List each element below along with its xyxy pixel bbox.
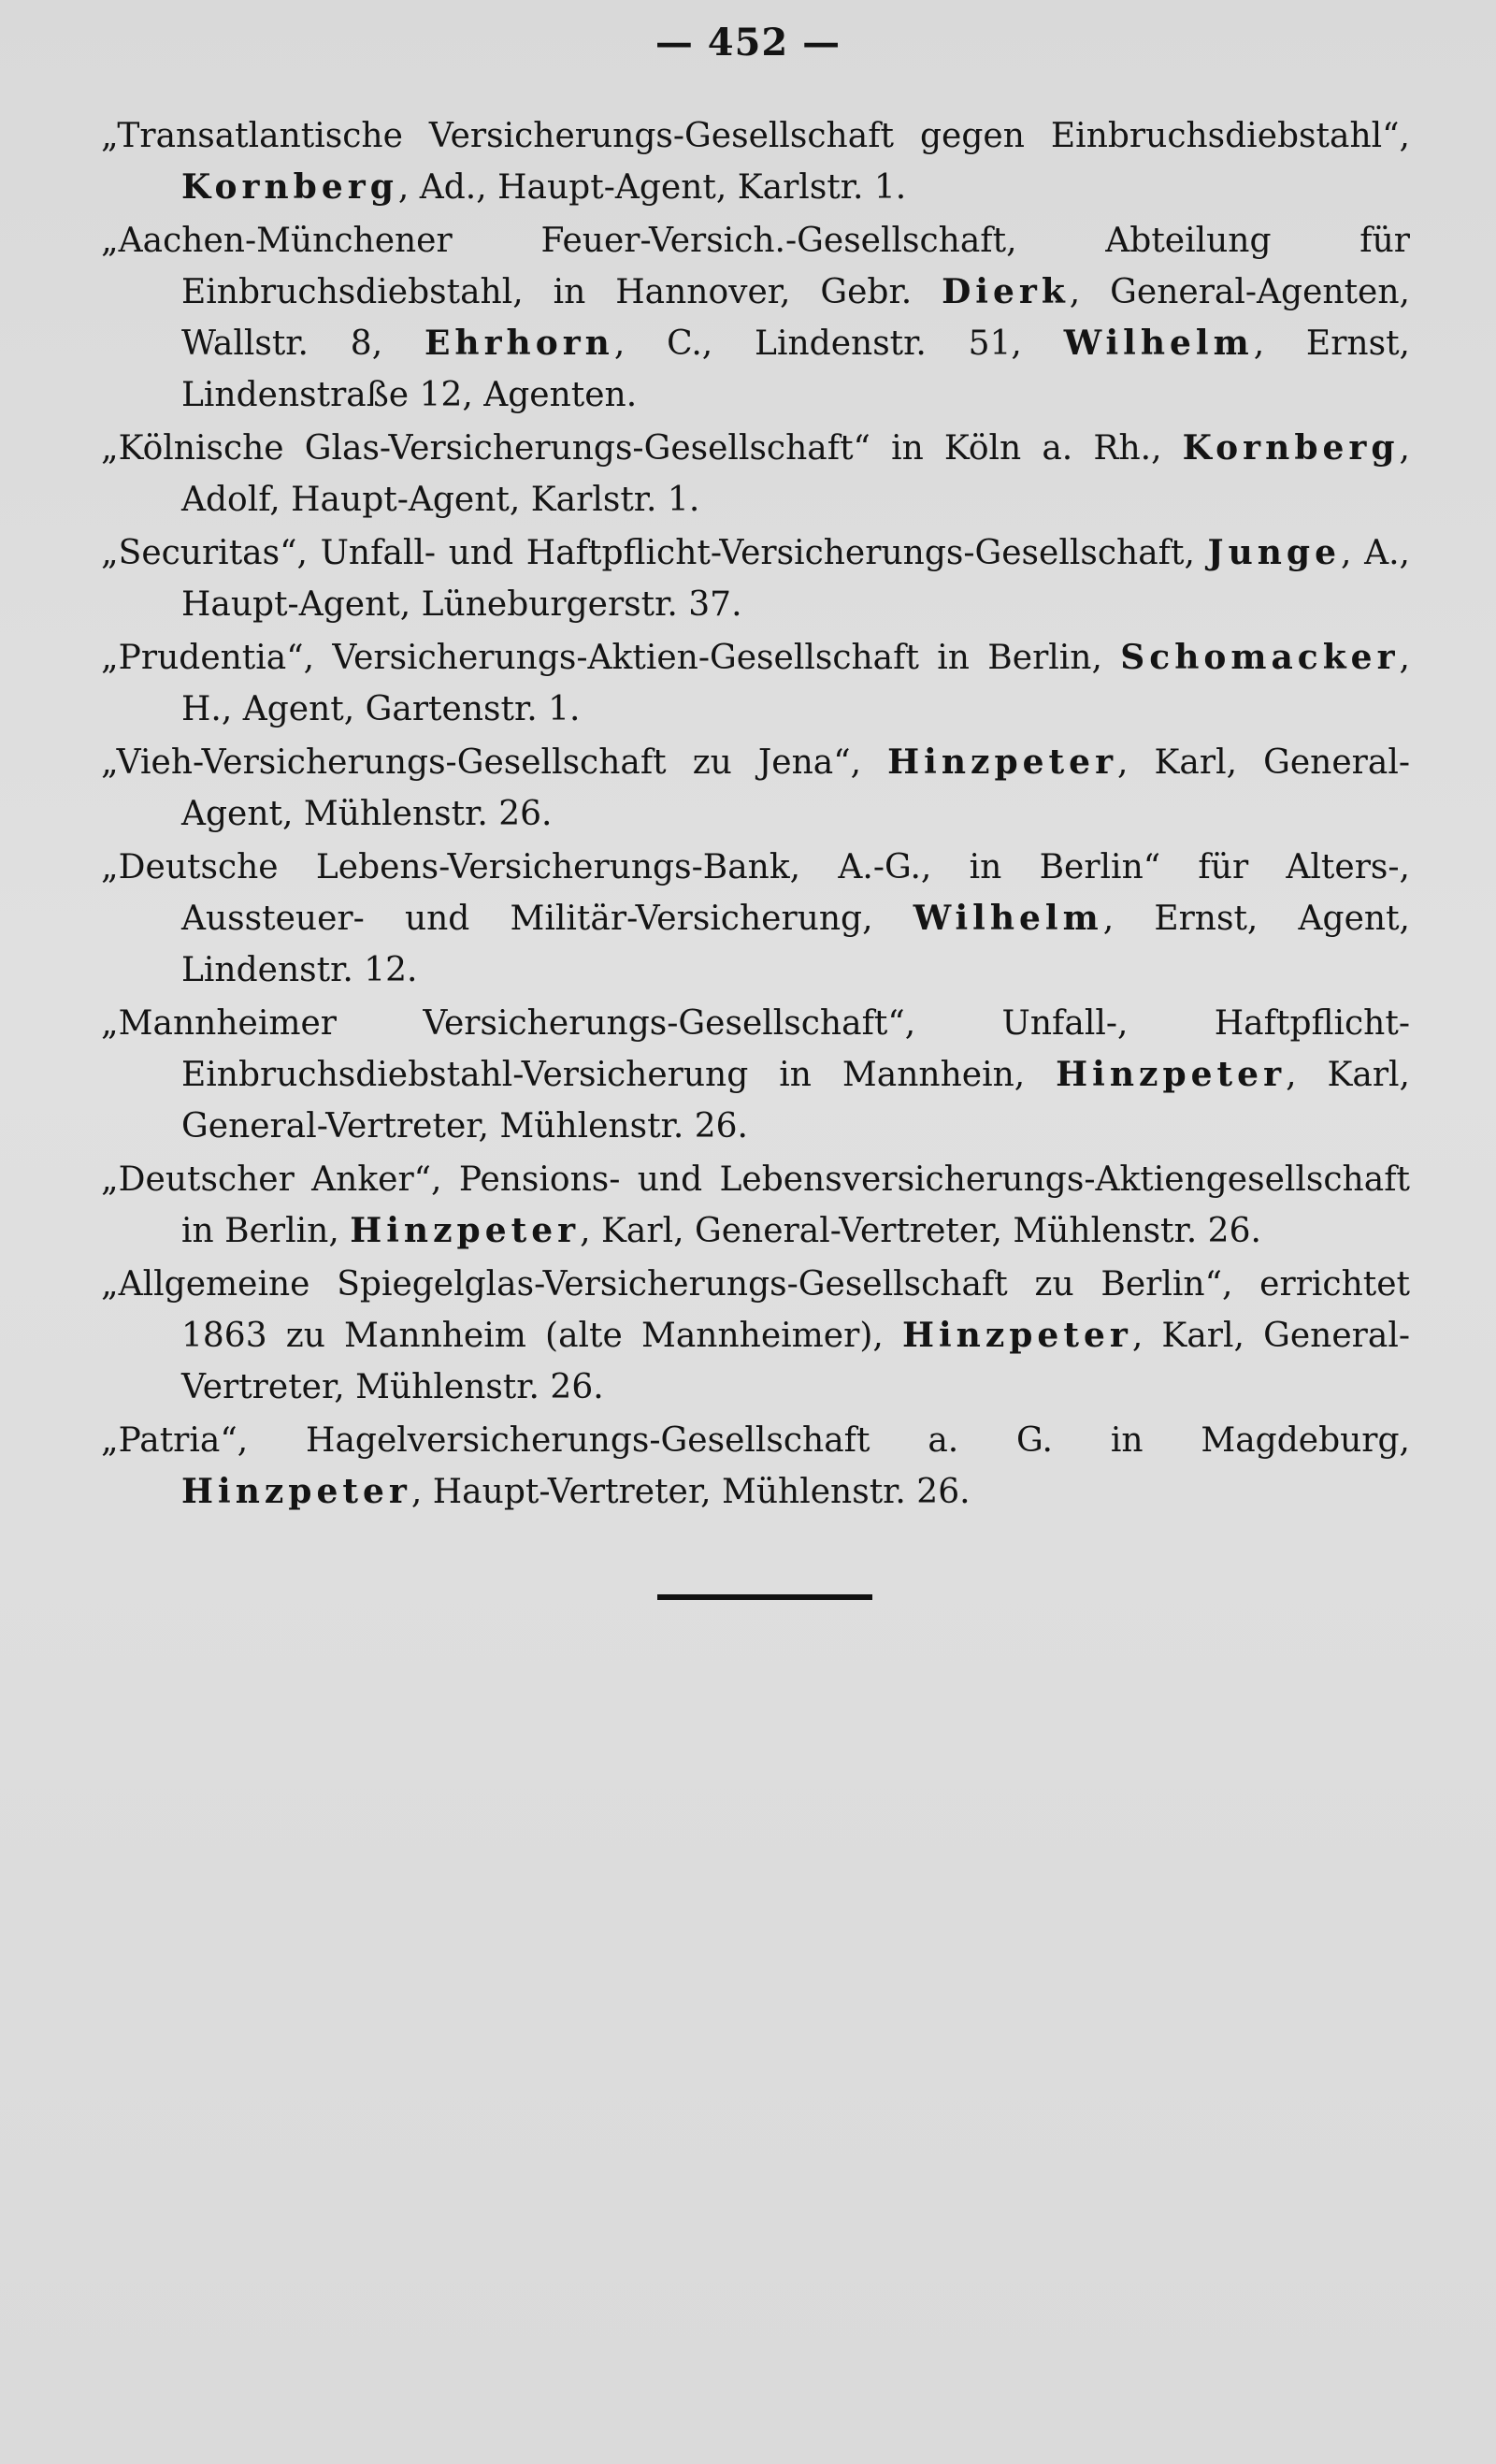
agent-name: Dierk <box>942 272 1070 311</box>
list-item: „Patria“, Hagelversicherungs-Gesellschaft a. G. in Magdeburg, Hinzpeter, Haupt-Vertreter, Mühlenstr. 26. <box>101 1421 1410 1511</box>
entry-list <box>101 110 1410 1520</box>
page-number: — 452 — <box>654 21 842 65</box>
agent-name: Hinzpeter <box>887 742 1118 782</box>
list-item: „Aachen-Münchener Feuer-Versich.-Gesellschaft, Abteilung für Einbruchsdiebstahl, in Hannover, Gebr. Dierk, General-Agenten, Wallstr. 8, Ehrhorn, C., Lindenstr. 51, Wilhelm, Ernst, Lindenstraße 12, Agenten. <box>101 222 1410 414</box>
agent-name: Hinzpeter <box>181 1472 411 1511</box>
list-item: „Mannheimer Versicherungs-Gesellschaft“, Unfall-, Haftpflicht- Einbruchsdiebstahl-Versicherung in Mannhein, Hinzpeter, Karl, General-Vertreter, Mühlenstr. 26. <box>101 1004 1410 1146</box>
list-item: „Vieh-Versicherungs-Gesellschaft zu Jena“, Hinzpeter, Karl, General-Agent, Mühlenstr. 26. <box>101 742 1410 833</box>
agent-name: Ehrhorn <box>424 324 614 363</box>
agent-name: Wilhelm <box>913 899 1103 938</box>
agent-name: Junge <box>1207 533 1342 572</box>
list-item: „Allgemeine Spiegelglas-Versicherungs-Gesellschaft zu Berlin“, errichtet 1863 zu Mannheim (alte Mannheimer), Hinzpeter, Karl, General-Vertreter, Mühlenstr. 26. <box>101 1265 1410 1406</box>
agent-name: Hinzpeter <box>901 1316 1132 1355</box>
list-item: „Securitas“, Unfall- und Haftpflicht-Versicherungs-Gesellschaft, Junge, A., Haupt-Agent, Lüneburgerstr. 37. <box>101 533 1410 624</box>
list-item: „Prudentia“, Versicherungs-Aktien-Gesellschaft in Berlin, Schomacker, H., Agent, Gartenstr. 1. <box>101 638 1410 728</box>
agent-name: Schomacker <box>1120 638 1400 677</box>
closing-rule <box>657 1594 872 1600</box>
agent-name: Hinzpeter <box>1056 1055 1287 1094</box>
list-item: „Transatlantische Versicherungs-Gesellschaft gegen Einbruchsdiebstahl“, Kornberg, Ad., Haupt-Agent, Karlstr. 1. <box>101 117 1410 207</box>
agent-name: Kornberg <box>181 167 398 207</box>
agent-name: Hinzpeter <box>350 1211 581 1250</box>
list-item: „Kölnische Glas-Versicherungs-Gesellschaft“ in Köln a. Rh., Kornberg, Adolf, Haupt-Agent, Karlstr. 1. <box>101 428 1410 519</box>
agent-name: Kornberg <box>1182 428 1400 468</box>
agent-name: Wilhelm <box>1063 324 1254 363</box>
list-item: „Deutsche Lebens-Versicherungs-Bank, A.-G., in Berlin“ für Alters-, Aussteuer- und Militär-Versicherung, Wilhelm, Ernst, Agent, Lindenstr. 12. <box>101 848 1410 989</box>
list-item: „Deutscher Anker“, Pensions- und Lebensversicherungs-Aktiengesellschaft in Berlin, Hinzpeter, Karl, General-Vertreter, Mühlenstr. 26. <box>101 1160 1410 1250</box>
